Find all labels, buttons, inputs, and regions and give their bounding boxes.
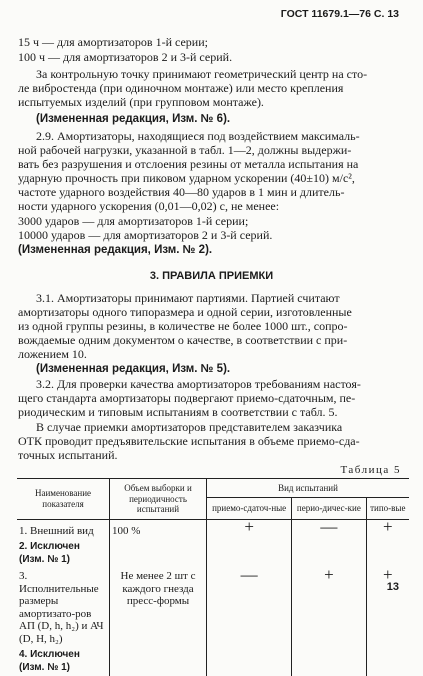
row-name: 2. Исключен (Изм. № 1) xyxy=(17,539,110,568)
page-number: 13 xyxy=(386,581,399,593)
text-line: 3000 ударов — для амортизаторов 1-й серии; xyxy=(18,214,249,228)
text-line: частоте ударного воздействия 40—80 ударов в 1 мин и длитель- xyxy=(18,185,345,199)
text-line: За контрольную точку принимают геометрический центр на сто- xyxy=(36,67,368,81)
text-line: 10000 ударов — для амортизаторов 2 и 3-й серий. xyxy=(18,228,273,242)
text-line: ле вибростенда (при одиночном монтаже) или место крепления xyxy=(18,81,344,95)
col-header-periodic: перио-дичес-кие xyxy=(292,498,366,519)
edition-note: (Измененная редакция, Изм. № 6). xyxy=(36,113,231,125)
edition-note: (Измененная редакция, Изм. № 2). xyxy=(18,244,213,256)
text-line: 2.9. Амортизаторы, находящиеся под воздействием максималь- xyxy=(36,129,360,143)
row-type: + xyxy=(382,565,393,584)
text-line: ной рабочей нагрузки, указанной в табл. 1—2, должны выдержи- xyxy=(18,143,352,157)
table-row xyxy=(17,539,409,568)
text-line: ударную прочность при пиковом ударном ускорении (40±10) м/с², xyxy=(18,171,355,185)
row-type xyxy=(366,539,409,568)
text-line: ложением 10. xyxy=(18,347,87,361)
row-acceptance: + xyxy=(207,519,292,539)
text-line: вождаемые одним документом о качестве, в соответствии с при- xyxy=(18,333,348,347)
col-header-acceptance: приемо-сдаточ-ные xyxy=(207,498,292,519)
row-volume: 100 % xyxy=(110,519,207,539)
text-line: точных испытаний. xyxy=(18,448,118,462)
text-line: щего стандарта амортизаторы подвергают приемо-сдаточным, пе- xyxy=(18,391,356,405)
row-type: + xyxy=(382,516,393,536)
col-header-kind: Вид испытаний xyxy=(207,479,410,498)
row-name: 4. Исключен (Изм. № 1) xyxy=(17,647,110,676)
row-acceptance xyxy=(207,539,292,568)
text-line: риодическим и типовым испытаниям в соответствии с табл. 5. xyxy=(18,405,338,419)
col-header-name: Наименование показателя xyxy=(17,479,110,520)
row-type xyxy=(366,647,409,676)
table-caption: Таблица 5 xyxy=(340,464,401,476)
text-line: из одной группы резины, в количестве не более 1000 шт., сопро- xyxy=(18,319,348,333)
row-volume: Не менее 2 шт с каждого гнезда пресс-формы xyxy=(110,568,207,647)
text-line: амортизаторы одного типоразмера и одной серии, изготовленные xyxy=(18,305,352,319)
col-header-type: типо-вые xyxy=(370,503,406,513)
row-acceptance xyxy=(207,647,292,676)
row-periodic xyxy=(292,539,366,568)
col-header-volume: Объем выборки и периодичность испытаний xyxy=(110,479,207,520)
table-row xyxy=(17,519,409,539)
text-line: 15 ч — для амортизаторов 1-й серии; xyxy=(18,35,208,49)
table-row xyxy=(17,568,409,647)
text-line: 3.2. Для проверки качества амортизаторов требованиям настоя- xyxy=(36,377,361,391)
text-line: ОТК проводит предъявительские испытания в объеме приемо-сда- xyxy=(18,434,360,448)
table-row xyxy=(17,647,409,676)
row-volume xyxy=(110,539,207,568)
text-line: В случае приемки амортизаторов представителем заказчика xyxy=(36,420,343,434)
row-volume xyxy=(110,647,207,676)
text-line: 100 ч — для амортизаторов 2 и 3-й серий. xyxy=(18,50,233,64)
row-periodic xyxy=(292,647,366,676)
row-periodic: + xyxy=(292,568,366,647)
page-header: ГОСТ 11679.1—76 С. 13 xyxy=(280,8,399,20)
row-name: 1. Внешний вид xyxy=(17,519,110,539)
row-name: 3. Исполнительные размеры амортизато-ров АП (D, h, h₂) и АЧ (D, H, h₂) xyxy=(17,568,110,647)
row-periodic: — xyxy=(292,519,366,539)
row-acceptance: — xyxy=(207,568,292,647)
text-line: испытуемых изделий (при групповом монтаже). xyxy=(18,95,264,109)
section-title: 3. ПРАВИЛА ПРИЕМКИ xyxy=(149,270,274,282)
text-line: 3.1. Амортизаторы принимают партиями. Партией считают xyxy=(36,291,340,305)
edition-note: (Измененная редакция, Изм. № 5). xyxy=(36,363,231,375)
table-5 xyxy=(17,478,409,676)
text-line: ности ударного ускорения (0,01—0,02) с, не менее: xyxy=(18,199,280,213)
text-line: вать без разрушения и отслоения резины от металла испытания на xyxy=(18,157,359,171)
